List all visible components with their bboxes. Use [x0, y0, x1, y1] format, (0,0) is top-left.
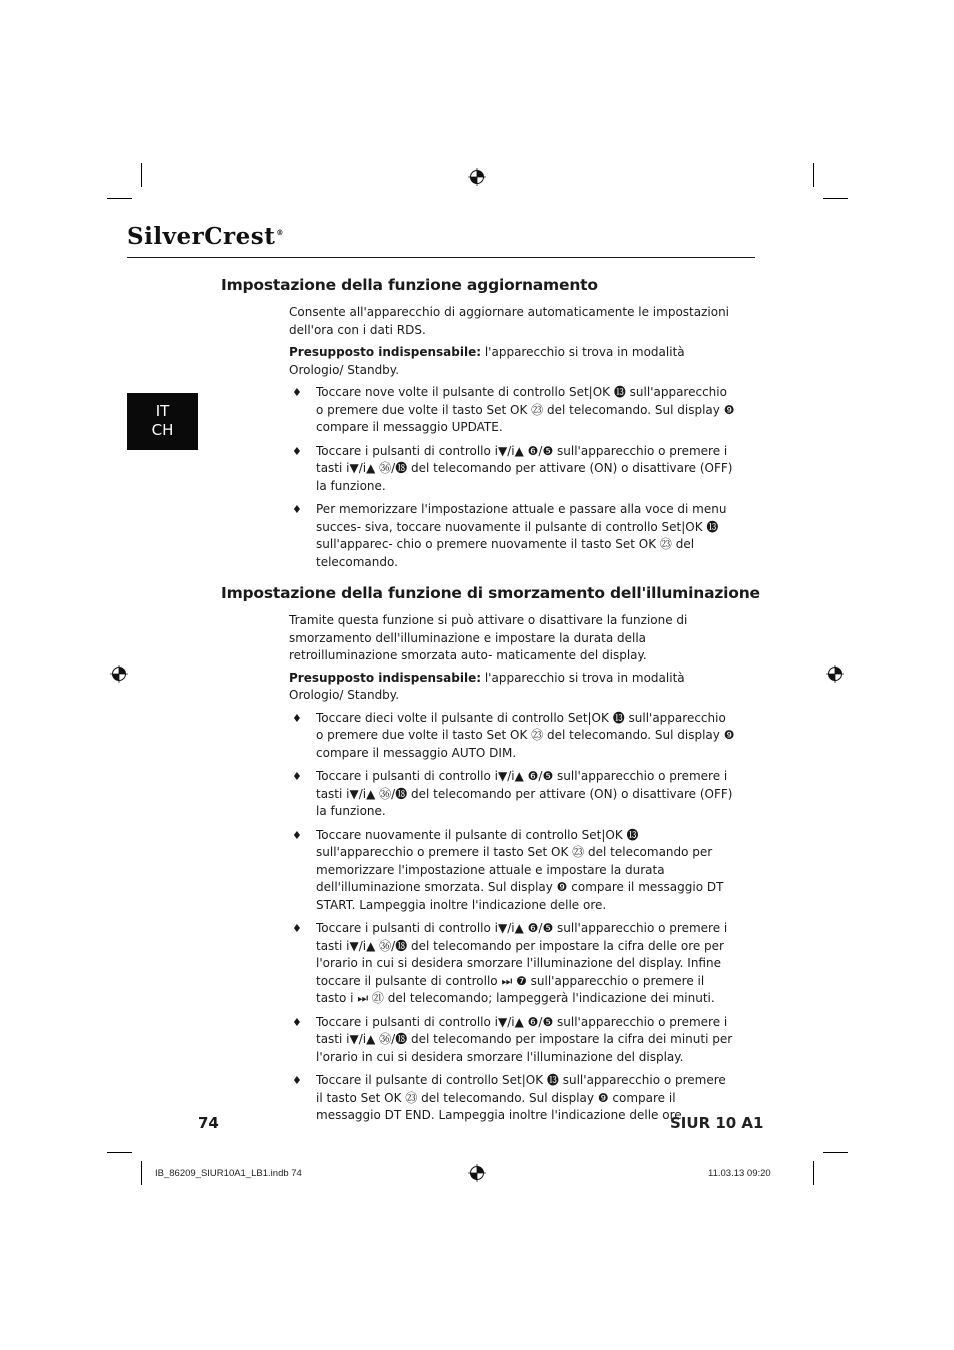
language-tab-ch: CH [151, 421, 174, 439]
crop-mark [107, 1152, 132, 1153]
print-slug-file: IB_86209_SIUR10A1_LB1.indb 74 [155, 1168, 302, 1179]
list-item: ♦ Per memorizzare l'impostazione attuale e passare alla voce di menu succes- siva, toccare nuovamente il pulsante di controllo Set|OK ⓭ sull'apparec- chio o premere nuovamente il tasto Set OK ㉓ del telecomando. [289, 501, 735, 571]
list-item: ♦ Toccare il pulsante di controllo Set|OK ⓭ sull'apparecchio o premere il tasto Set OK ㉓ del telecomando. Sul display ❾ compare il messaggio DT END. Lampeggia inoltre l'indicazione delle ore. [289, 1072, 735, 1125]
section-body-dimming [289, 612, 735, 1125]
crop-mark [141, 163, 142, 187]
crop-mark [813, 1161, 814, 1185]
header-rule [127, 257, 755, 258]
prerequisite: Presupposto indispensabile: l'apparecchio si trova in modalità Orologio/ Standby. [289, 670, 685, 702]
registration-mark-icon [468, 168, 486, 186]
registration-mark-icon [110, 665, 128, 683]
registration-mark-icon [826, 665, 844, 683]
instruction-list [289, 384, 735, 571]
registration-mark-icon [468, 1164, 486, 1182]
brand-logo: SilverCrest® [127, 223, 284, 250]
section-title-update: Impostazione della funzione aggiornamento [221, 276, 598, 294]
section-body-update [289, 304, 735, 571]
page-number: 74 [198, 1114, 219, 1132]
prerequisite: Presupposto indispensabile: l'apparecchio si trova in modalità Orologio/ Standby. [289, 345, 685, 377]
main-content [221, 275, 760, 1131]
list-item: ♦ Toccare nove volte il pulsante di controllo Set|OK ⓭ sull'apparecchio o premere due volte il tasto Set OK ㉓ del telecomando. Sul display ❾ compare il messaggio UPDATE. [289, 384, 735, 437]
section-title-dimming: Impostazione della funzione di smorzamento dell'illuminazione [221, 584, 760, 602]
list-item: ♦ Toccare nuovamente il pulsante di controllo Set|OK ⓭ sull'apparecchio o premere il tasto Set OK ㉓ del telecomando per memorizzare l'impostazione attuale e impostare la durata dell'illuminazione smorzata. Sul display ❾ compare il messaggio DT START. Lampeggia inoltre l'indicazione delle ore. [289, 827, 735, 915]
language-tab [127, 393, 198, 450]
crop-mark [813, 163, 814, 187]
crop-mark [107, 198, 132, 199]
crop-mark [823, 1152, 848, 1153]
list-item: ♦ Toccare i pulsanti di controllo i▼/i▲ ❻/❺ sull'apparecchio o premere i tasti i▼/i▲ ㊱/⓲ del telecomando per impostare la cifra delle ore per l'orario in cui si desidera smorzare l'illuminazione del display. Infine toccare il pulsante di controllo ⏭ ❼ sull'apparecchio o premere il tasto i ⏭ ㉑ del telecomando; lampeggerà l'indicazione dei minuti. [289, 920, 735, 1008]
model-name: SIUR 10 A1 [670, 1114, 764, 1132]
crop-mark [141, 1161, 142, 1185]
list-item: ♦ Toccare dieci volte il pulsante di controllo Set|OK ⓭ sull'apparecchio o premere due volte il tasto Set OK ㉓ del telecomando. Sul display ❾ compare il messaggio AUTO DIM. [289, 710, 735, 763]
section-intro: Tramite questa funzione si può attivare o disattivare la funzione di smorzamento dell'illuminazione e impostare la durata della retroilluminazione smorzata auto- maticamente del display. [289, 613, 688, 662]
list-item: ♦ Toccare i pulsanti di controllo i▼/i▲ ❻/❺ sull'apparecchio o premere i tasti i▼/i▲ ㊱/⓲ del telecomando per attivare (ON) o disattivare (OFF) la funzione. [289, 768, 735, 821]
list-item: ♦ Toccare i pulsanti di controllo i▼/i▲ ❻/❺ sull'apparecchio o premere i tasti i▼/i▲ ㊱/⓲ del telecomando per impostare la cifra dei minuti per l'orario in cui si desidera smorzare l'illuminazione del display. [289, 1014, 735, 1067]
print-slug-date: 11.03.13 09:20 [708, 1168, 771, 1179]
list-item: ♦ Toccare i pulsanti di controllo i▼/i▲ ❻/❺ sull'apparecchio o premere i tasti i▼/i▲ ㊱/⓲ del telecomando per attivare (ON) o disattivare (OFF) la funzione. [289, 443, 735, 496]
crop-mark [823, 198, 848, 199]
section-intro: Consente all'apparecchio di aggiornare automaticamente le impostazioni dell'ora con i dati RDS. [289, 305, 730, 337]
language-tab-it: IT [155, 402, 170, 420]
instruction-list [289, 710, 735, 1125]
